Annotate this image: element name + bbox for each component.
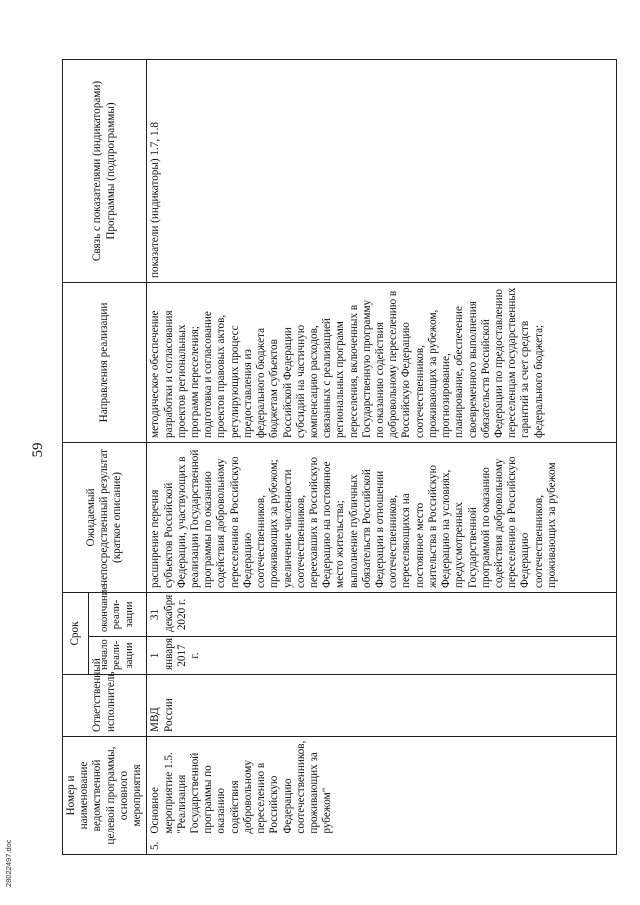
page-number: 59 xyxy=(30,442,46,458)
doc-id-text: 28022497.doc xyxy=(4,839,13,887)
table-row xyxy=(147,60,617,855)
header-row xyxy=(63,60,89,855)
row-name: Основное мероприятие 1.5. "Реализация Государственной программы по оказанию содействия добровольному переселению в Российскую Федерацию соотечественников, проживающих за рубежом" xyxy=(149,740,334,834)
header-directions: Направления реализации xyxy=(63,283,147,443)
cell-start: 1 января 2017 г. xyxy=(147,637,617,675)
row-number: 5. xyxy=(149,841,162,850)
cell-name xyxy=(147,737,617,855)
header-result: Ожидаемый непосредственный результат (краткое описание) xyxy=(63,443,147,593)
rotated-page xyxy=(20,15,620,885)
header-term-end: окончание реали-зации xyxy=(89,593,147,637)
header-term: Срок xyxy=(63,593,89,675)
header-executor: Ответственный исполнитель xyxy=(63,675,147,737)
cell-link: показатели (индикаторы) 1.7, 1.8 xyxy=(147,60,617,283)
header-link: Связь с показателями (индикаторами) Программы (подпрограммы) xyxy=(63,60,147,283)
doc-id xyxy=(4,839,52,896)
cell-directions: методическое обеспечение разработки и согласования проектов региональных программ переселения; подготовка и согласование проектов правовых актов, регулирующих процесс предоставления из федерального бюджета бюджетам субъектов Российской Федерации субсидий на частичную компенсацию расходов, связанных с реализацией региональных программ переселения, включенных в Государственную программу по оказанию содействия добровольному переселению в Российскую Федерацию соотечественников, проживающих за рубежом, прогнозирование, планирование, обеспечение своевременного выполнения обязательств Российской Федерации по предоставлению переселенцам государственных гарантий за счет средств федерального бюджета; xyxy=(147,283,617,443)
program-table xyxy=(62,59,617,855)
cell-executor: МВД России xyxy=(147,675,617,737)
cell-end: 31 декабря 2020 г. xyxy=(147,593,617,637)
header-term-start: начало реали-зации xyxy=(89,637,147,675)
header-name: Номер и наименование ведомственной целевой программы, основного мероприятия xyxy=(63,737,147,855)
cell-result: расширение перечня субъектов Российской Федерации, участвующих в реализации Государственной программы по оказанию содействия добровольному переселению в Российскую Федерацию соотечественников, проживающих за рубежом; увеличение численности соотечественников, переехавших в Российскую Федерацию на постоянное место жительства; выполнение публичных обязательств Российской Федерации в отношении соотечественников, переселяющихся на постоянное место жительства в Российскую Федерацию на условиях, предусмотренных Государственной программой по оказанию содействия добровольному переселению в Российскую Федерацию соотечественников, проживающих за рубежом xyxy=(147,443,617,593)
